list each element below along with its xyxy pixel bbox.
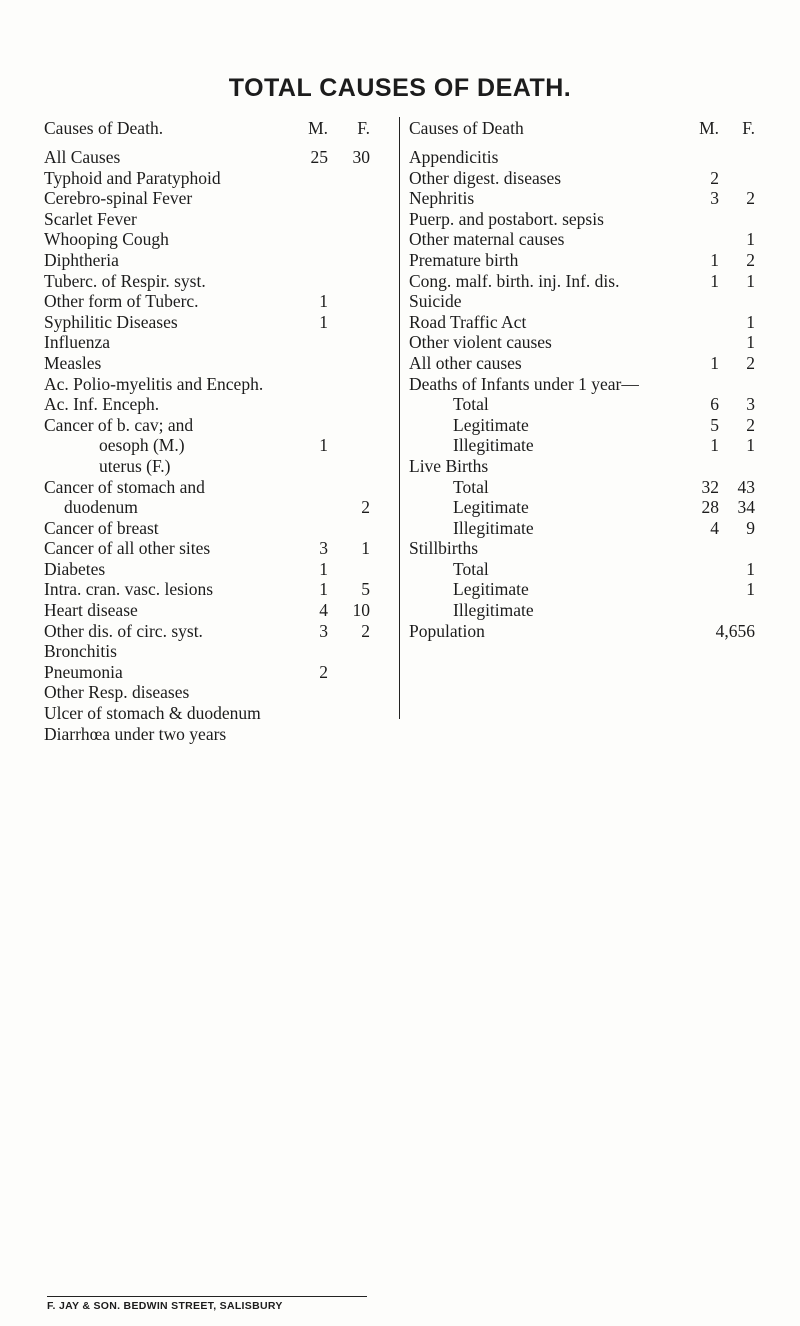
table-row [409,456,759,477]
table-row [409,497,759,518]
female-count: 10 [352,600,370,621]
table-row [44,353,394,374]
cause-label: Other form of Tuberc. [44,291,199,312]
cause-label: Diphtheria [44,249,119,270]
left-table-body [44,147,394,744]
cause-label: Cong. malf. birth. inj. Inf. dis. [409,270,620,291]
left-table-header [44,117,394,147]
male-count: 4 [319,600,328,621]
table-row [44,188,394,209]
table-row [44,374,394,395]
cause-label: Diabetes [44,558,106,579]
page-title: TOTAL CAUSES OF DEATH. [228,74,572,102]
population-value: 4,656 [715,620,755,641]
table-row [409,250,759,271]
male-count: 1 [319,311,328,332]
cause-label: Other maternal causes [409,229,565,250]
cause-label: Deaths of Infants under 1 year— [409,373,639,394]
table-row [44,312,394,333]
male-count: 25 [310,147,328,167]
table-row [409,229,759,250]
cause-label: Syphilitic Diseases [44,311,178,332]
male-count: 2 [710,167,719,188]
male-count: 5 [710,414,719,435]
table-row [409,477,759,498]
male-count: 32 [701,476,719,497]
cause-label: Total [453,558,489,579]
cause-label: Illegitimate [453,435,534,456]
population-row [409,621,759,642]
population-label: Population [409,620,485,641]
female-count: 1 [746,435,755,456]
table-row [409,374,759,395]
table-row [44,435,394,456]
cause-label: Ulcer of stomach & duodenum [44,703,261,724]
cause-label: Total [453,394,489,415]
cause-label: Pneumonia [44,661,123,682]
female-count: 9 [746,517,755,538]
cause-label: Stillbirths [409,538,479,559]
male-count: 1 [319,579,328,600]
cause-label: Illegitimate [453,517,534,538]
table-row [409,271,759,292]
male-count: 3 [710,188,719,209]
female-count: 1 [746,332,755,353]
cause-label: Total [453,476,489,497]
header-m-label: M. [699,118,719,138]
table-row [409,435,759,456]
cause-label: Diarrhœa under two years [44,723,227,744]
table-row [409,579,759,600]
table-row [409,147,759,168]
table-row [44,477,394,498]
cause-label: All other causes [409,352,522,373]
table-row [44,579,394,600]
table-row [44,456,394,477]
table-row [44,682,394,703]
cause-label: Suicide [409,291,462,312]
cause-label: Legitimate [453,497,529,518]
cause-label: Nephritis [409,188,475,209]
table-row [44,621,394,642]
cause-label: Other violent causes [409,332,552,353]
cause-label: Puerp. and postabort. sepsis [409,208,604,229]
table-row [44,271,394,292]
male-count: 6 [710,394,719,415]
male-count: 1 [319,558,328,579]
table-row [44,332,394,353]
cause-label: Typhoid and Paratyphoid [44,167,221,188]
table-row [44,703,394,724]
female-count: 1 [746,229,755,250]
male-count: 28 [701,497,719,518]
cause-label: All Causes [44,147,121,167]
cause-label: Cancer of breast [44,517,159,538]
cause-label: Whooping Cough [44,229,169,250]
table-row [44,250,394,271]
header-causes-label: Causes of Death [409,118,524,138]
table-row [409,353,759,374]
female-count: 1 [361,538,370,559]
printer-imprint: F. JAY & SON. BEDWIN STREET, SALISBURY [47,1300,283,1312]
header-f-label: F. [357,118,370,138]
cause-label: Influenza [44,332,111,353]
cause-label: Cancer of stomach and [44,476,205,497]
table-row [409,559,759,580]
table-row [409,538,759,559]
female-count: 1 [746,311,755,332]
female-count: 43 [737,476,755,497]
female-count: 2 [746,414,755,435]
cause-label: Cancer of b. cav; and [44,414,194,435]
table-row [409,188,759,209]
table-row [409,394,759,415]
header-m-label: M. [308,118,328,138]
male-count: 1 [319,291,328,312]
table-row [409,415,759,436]
table-row [44,168,394,189]
female-count: 2 [746,188,755,209]
table-row [44,724,394,745]
female-count: 2 [746,249,755,270]
male-count: 1 [710,352,719,373]
cause-label: Scarlet Fever [44,208,137,229]
cause-label: Bronchitis [44,641,117,662]
cause-label: Premature birth [409,249,519,270]
female-count: 3 [746,394,755,415]
cause-label: Legitimate [453,579,529,600]
male-count: 4 [710,517,719,538]
male-count: 3 [319,620,328,641]
cause-label: Other Resp. diseases [44,682,190,703]
male-count: 2 [319,661,328,682]
cause-label: Measles [44,352,102,373]
table-row [44,394,394,415]
female-count: 1 [746,270,755,291]
table-row [44,538,394,559]
header-f-label: F. [742,118,755,138]
table-row [44,497,394,518]
cause-label: Cancer of all other sites [44,538,211,559]
table-row [44,229,394,250]
female-count: 1 [746,579,755,600]
table-row [409,291,759,312]
column-divider [399,117,400,719]
male-count: 3 [319,538,328,559]
table-row [44,415,394,436]
table-row [409,332,759,353]
table-row [409,518,759,539]
table-row [44,291,394,312]
cause-label: Tuberc. of Respir. syst. [44,270,206,291]
right-table-body [409,147,759,621]
right-table-header [409,117,759,147]
table-row [44,209,394,230]
table-row [44,559,394,580]
table-row [44,641,394,662]
header-causes-label: Causes of Death. [44,118,164,138]
male-count: 1 [710,270,719,291]
table-row [409,600,759,621]
cause-label: Ac. Inf. Enceph. [44,394,160,415]
cause-label: uterus (F.) [99,455,171,476]
table-row [409,168,759,189]
female-count: 2 [361,620,370,641]
footer-rule [47,1296,367,1297]
female-count: 1 [746,558,755,579]
female-count: 5 [361,579,370,600]
cause-label: Legitimate [453,414,529,435]
cause-label: Road Traffic Act [409,311,527,332]
table-row [44,518,394,539]
male-count: 1 [319,435,328,456]
female-count: 30 [352,147,370,167]
cause-label: Ac. Polio-myelitis and Enceph. [44,373,264,394]
cause-label: Cerebro-spinal Fever [44,188,193,209]
table-row [44,662,394,683]
female-count: 2 [746,352,755,373]
left-table [44,117,394,744]
cause-label: Other digest. diseases [409,167,562,188]
cause-label: Other dis. of circ. syst. [44,620,203,641]
cause-label: duodenum [64,497,138,518]
cause-label: oesoph (M.) [99,435,185,456]
cause-label: Heart disease [44,600,138,621]
cause-label: Appendicitis [409,147,499,167]
table-row [409,209,759,230]
cause-label: Illegitimate [453,600,534,621]
female-count: 2 [361,497,370,518]
table-row [44,147,394,168]
cause-label: Intra. cran. vasc. lesions [44,579,214,600]
right-table [409,117,759,641]
male-count: 1 [710,435,719,456]
table-row [44,600,394,621]
male-count: 1 [710,249,719,270]
female-count: 34 [737,497,755,518]
table-row [409,312,759,333]
cause-label: Live Births [409,455,489,476]
